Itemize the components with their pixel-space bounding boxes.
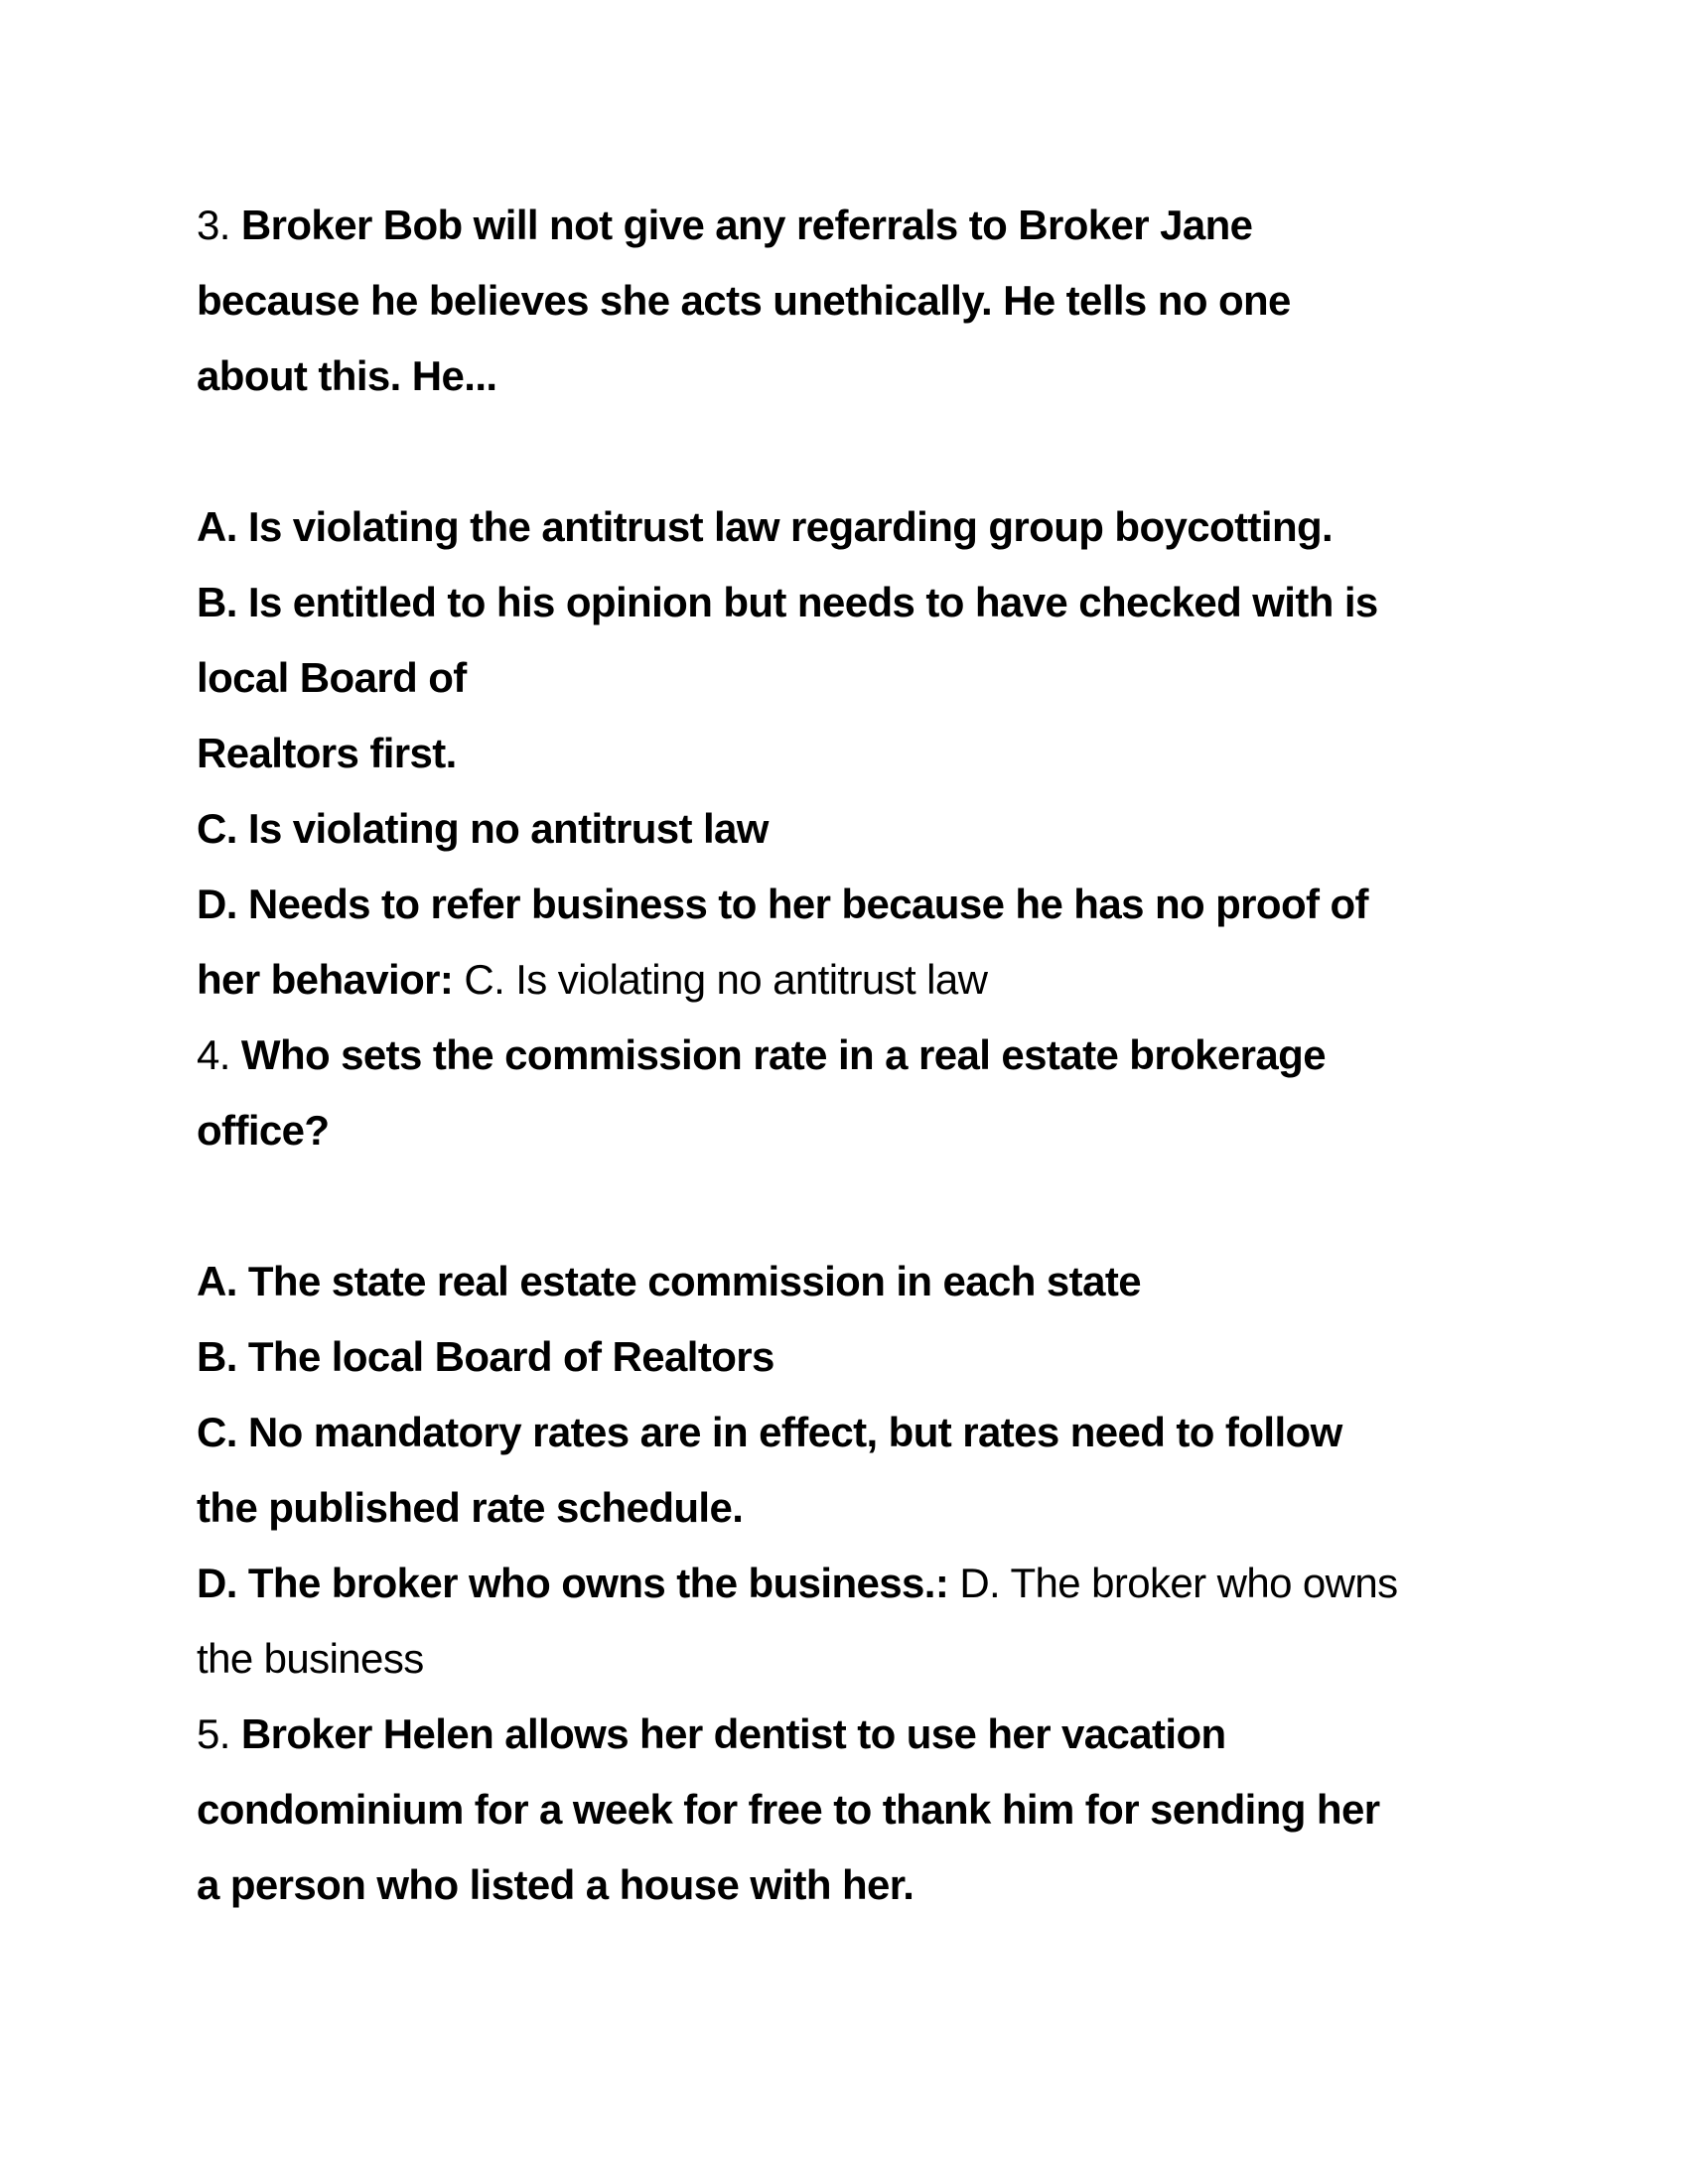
- document-page: [197, 188, 1507, 1923]
- q3-number: 3.: [197, 202, 230, 248]
- q4-line-1: [197, 1018, 1507, 1093]
- q4-option-a: A. The state real estate commission in each state: [197, 1258, 1141, 1304]
- q4-option-c-cont: the published rate schedule.: [197, 1484, 744, 1531]
- q4-answer-cont: the business: [197, 1635, 424, 1682]
- q4-answer: D. The broker who owns: [959, 1560, 1398, 1606]
- q3-option-b: B. Is entitled to his opinion but needs to have checked with is: [197, 579, 1378, 625]
- q5-question-text: a person who listed a house with her.: [197, 1861, 914, 1908]
- q3-option-b-cont: local Board of: [197, 654, 467, 701]
- q3-line-1: [197, 188, 1507, 263]
- q3-option-d: D. Needs to refer business to her because he has no proof of: [197, 881, 1368, 927]
- q4-number: 4.: [197, 1031, 230, 1078]
- q4-option-c: C. No mandatory rates are in effect, but rates need to follow: [197, 1409, 1342, 1455]
- q3-question-text: because he believes she acts unethically. He tells no one: [197, 277, 1291, 324]
- q5-question-text: condominium for a week for free to thank him for sending her: [197, 1786, 1380, 1833]
- q5-question-text: Broker Helen allows her dentist to use her vacation: [240, 1710, 1226, 1757]
- q3-option-a: A. Is violating the antitrust law regarding group boycotting.: [197, 503, 1334, 550]
- q3-question-text: about this. He...: [197, 352, 497, 399]
- q5-number: 5.: [197, 1710, 230, 1757]
- q3-answer: C. Is violating no antitrust law: [464, 956, 988, 1003]
- q3-option-b-cont: Realtors first.: [197, 730, 457, 776]
- q3-option-d-end: her behavior:: [197, 956, 454, 1003]
- q4-question-text: Who sets the commission rate in a real estate brokerage: [240, 1031, 1326, 1078]
- q3-option-c: C. Is violating no antitrust law: [197, 805, 769, 852]
- q3-question-text: Broker Bob will not give any referrals to Broker Jane: [240, 202, 1253, 248]
- q4-answer-line: [197, 1546, 1507, 1621]
- q4-option-d: D. The broker who owns the business.:: [197, 1560, 949, 1606]
- q5-line-1: [197, 1697, 1507, 1772]
- q4-option-b: B. The local Board of Realtors: [197, 1333, 774, 1380]
- q3-answer-line: [197, 942, 1507, 1018]
- blank-line: [197, 414, 1507, 489]
- blank-line: [197, 1168, 1507, 1244]
- q4-question-text: office?: [197, 1107, 330, 1154]
